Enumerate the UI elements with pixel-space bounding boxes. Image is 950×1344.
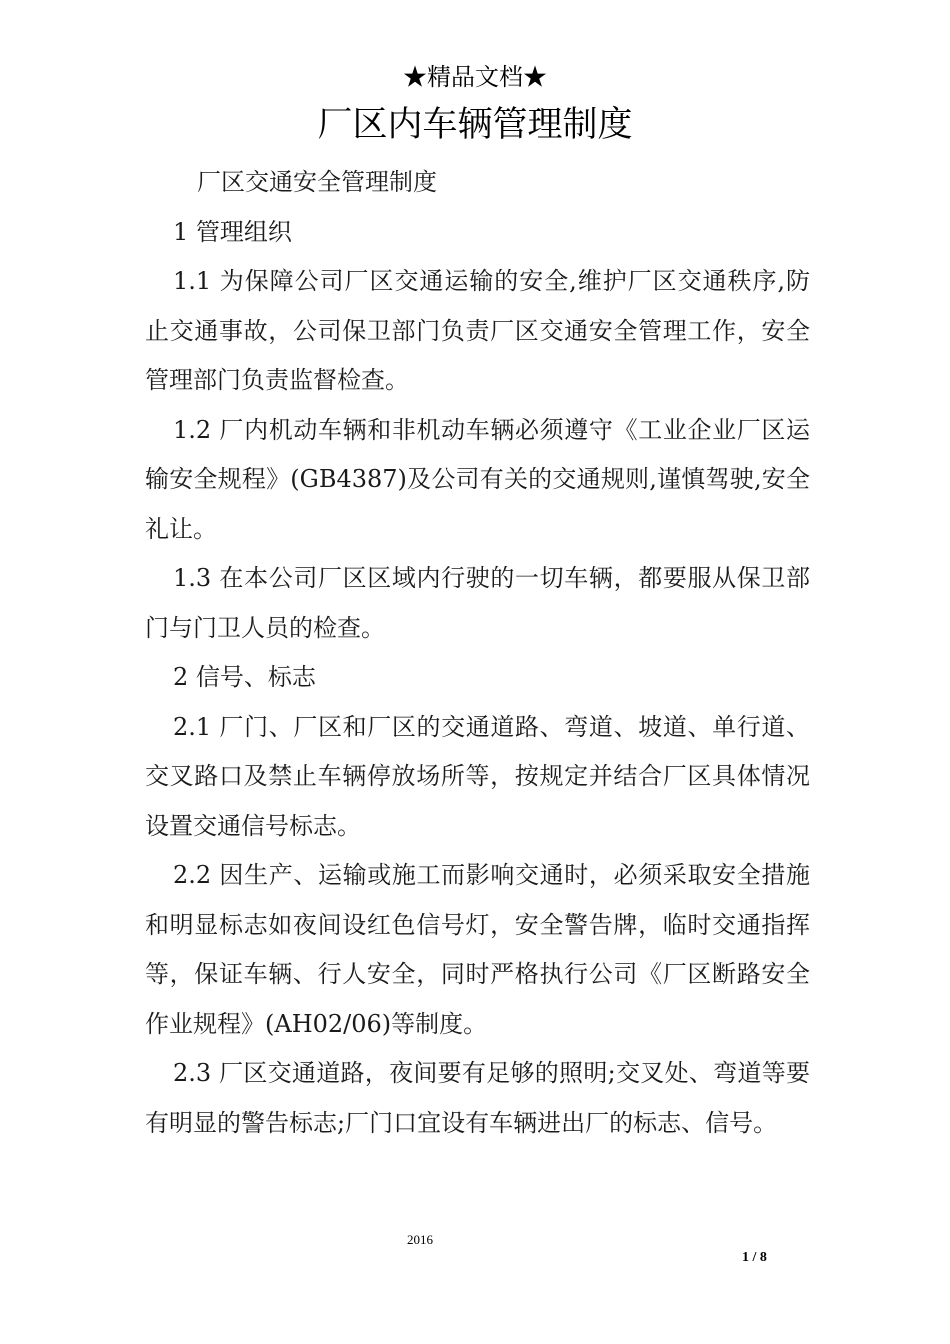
paragraph: 1.3 在本公司厂区区域内行驶的一切车辆，都要服从保卫部门与门卫人员的检查。 bbox=[145, 564, 810, 642]
paragraph: 2.3 厂区交通道路，夜间要有足够的照明;交叉处、弯道等要有明显的警告标志;厂门口宜设有车辆进出厂的标志、信号。 bbox=[145, 1059, 810, 1137]
footer-year: 2016 bbox=[407, 1232, 433, 1247]
paragraph: 2.1 厂门、厂区和厂区的交通道路、弯道、坡道、单行道、交叉路口及禁止车辆停放场所等，按规定并结合厂区具体情况设置交通信号标志。 bbox=[145, 712, 810, 840]
paragraph: 1.2 厂内机动车辆和非机动车辆必须遵守《工业企业厂区运输安全规程》(GB4387)及公司有关的交通规则,谨慎驾驶,安全礼让。 bbox=[145, 415, 810, 543]
document-title: 厂区内车辆管理制度 bbox=[317, 105, 633, 145]
paragraph: 1 管理组织 bbox=[173, 217, 292, 246]
paragraph: 厂区交通安全管理制度 bbox=[197, 168, 437, 196]
paragraph: 1.1 为保障公司厂区交通运输的安全,维护厂区交通秩序,防止交通事故，公司保卫部门负责厂区交通安全管理工作，安全管理部门负责监督检查。 bbox=[145, 267, 810, 394]
paragraph: 2 信号、标志 bbox=[173, 663, 316, 691]
header-badge: ★精品文档★ bbox=[403, 63, 547, 91]
paragraph: 2.2 因生产、运输或施工而影响交通时，必须采取安全措施和明显标志如夜间设红色信号灯，安全警告牌，临时交通指挥等，保证车辆、行人安全，同时严格执行公司《厂区断路安全作业规程》(AH02/06)等制度。 bbox=[145, 861, 810, 1038]
document-body bbox=[145, 158, 810, 1148]
page-number: 1 / 8 bbox=[742, 1250, 767, 1265]
